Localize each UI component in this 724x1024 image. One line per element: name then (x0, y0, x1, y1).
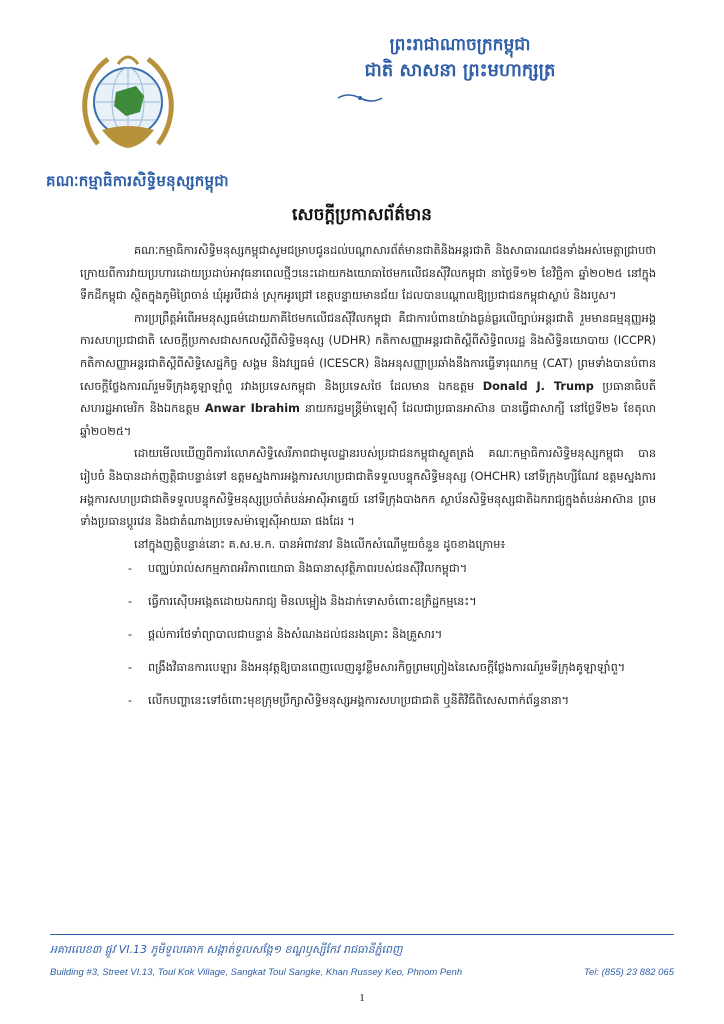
national-motto: ជាតិ សាសនា ព្រះមហាក្សត្រ (364, 60, 556, 81)
bullet-marker: - (128, 562, 133, 576)
bullet-marker: - (128, 628, 133, 642)
paragraph-2-text-a: ការប្រព្រឹត្តអំពើអមនុស្សធម៌ដោយភាគីថៃមកលើជនស៊ីវិលកម្ពុជា គឺជាការបំពានយ៉ាងធ្ងន់ធ្ងរលើច្បាប់អន្តរជាតិ រួមមានធម្មនុញ្ញអង្គការសហប្រជាជាតិ សេចក្តីប្រកាសជាសកលស្តីពីសិទ្ធិមនុស្ស (UDHR) កតិកាសញ្ញាអន្តរជាតិស្តីពីសិទ្ធិពលរដ្ឋ និងសិទ្ធិនយោបាយ (ICCPR) កតិកាសញ្ញាអន្តរជាតិស្តីពីសិទ្ធិសេដ្ឋកិច្ច សង្គម និងវប្បធម៌ (ICESCR) និងអនុសញ្ញាប្រឆាំងនឹងការធ្វើទារុណកម្ម (CAT) ព្រមទាំងបានបំពានសេចក្តីថ្លែងការណ៍រួមទីក្រុងគូឡាឡាំពួ រវាងប្រទេសកម្ពុជា និងប្រទេសថៃ ដែលមាន ឯកឧត្តម (80, 311, 656, 393)
list-item (80, 690, 656, 712)
list-item (80, 591, 656, 613)
list-item-text: ពង្រឹងវិធានការបេឡារ និងអនុវត្តឱ្យបានពេញលេញនូវខ្លឹមសារកិច្ចព្រមព្រៀងនៃសេចក្តីថ្លែងការណ៍រួមទីក្រុងគូឡាឡាំពួ។ (148, 661, 626, 675)
footer-telephone: Tel: (855) 23 882 065 (584, 967, 674, 978)
person-name-anwar: Anwar Ibrahim (204, 402, 300, 416)
kingdom-name: ព្រះរាជាណាចក្រកម្ពុជា (389, 35, 531, 55)
paragraph-1: គណៈកម្មាធិការសិទ្ធិមនុស្សកម្ពុជាសូមជម្រាបជូនដល់បណ្តាសារព័ត៌មានជាតិនិងអន្តរជាតិ និងសាធារណជនទាំងអស់មេត្តាជ្រាបថា ក្រោយពីការវាយប្រហារដោយប្រដាប់អាវុធនាពេលថ្មីៗនេះដោយកងយោធាថៃមកលើជនស៊ីវិលកម្ពុជា នាថ្ងៃទី១២ ខែវិច្ឆិកា ឆ្នាំ២០២៥ នៅក្នុងទឹកដីកម្ពុជា ស្ថិតក្នុងភូមិព្រៃចាន់ ឃុំអូរបីជាន់ ស្រុកអូរជ្រៅ ខេត្តបន្ទាយមានជ័យ ដែលបានបណ្តាលឱ្យប្រជាជនកម្ពុជាស្លាប់ និងរបួស។ (80, 244, 656, 303)
footer-address-english: Building #3, Street VI.13, Toul Kok Village, Sangkat Toul Sangke, Khan Russey Keo, Phnom Penh (50, 967, 463, 978)
demands-list (80, 558, 656, 712)
list-item (80, 558, 656, 580)
page-number: 1 (359, 992, 365, 1004)
paragraph-4: នៅក្នុងញត្តិបន្ទាន់នោះ គ.ស.ម.ក. បានអំពាវនាវ និងលើកសំណើមួយចំនួន ដូចខាងក្រោម៖ (134, 537, 506, 551)
press-release-body (80, 240, 656, 723)
list-item-text: បញ្ឈប់រាល់សកម្មភាពអរិភាពយោធា និងធានាសុវត្ថិភាពរបស់ជនស៊ីវិលកម្ពុជា។ (148, 562, 468, 576)
organization-logo (78, 44, 178, 164)
list-item-text: ធ្វើការស៊ើបអង្កេតដោយឯករាជ្យ មិនលម្អៀង និងដាក់ទោសចំពោះឧក្រិដ្ឋកម្មនេះ។ (148, 595, 477, 609)
paragraph-2-text-c: នាយករដ្ឋមន្ត្រីម៉ាឡេស៊ី ដែលជាប្រធានអាស៊ាន បានធ្វើជាសាក្សី នៅថ្ងៃទី២៦ ខែតុលា ឆ្នាំ២០២៥។ (80, 402, 657, 438)
decorative-divider-icon (336, 92, 384, 104)
paragraph-3: ដោយមើលឃើញពីការរំលោភសិទ្ធិសេរីភាពជាមូលដ្ឋានរបស់ប្រជាជនកម្ពុជាស្លូតត្រង់ គណៈកម្មាធិការសិទ្ធិមនុស្សកម្ពុជា បានរៀបចំ និងបានដាក់ញត្តិជាបន្ទាន់ទៅ ឧត្តមស្នងការអង្គការសហប្រជាជាតិទទួលបន្ទុកសិទ្ធិមនុស្ស (OHCHR) នៅទីក្រុងហ្សឺណែវ ឧត្តមស្នងការអង្គការសហប្រជាជាតិទទួលបន្ទុកសិទ្ធិមនុស្សប្រចាំតំបន់អាស៊ីអាគ្នេយ៍ នៅទីក្រុងបាងកក ស្ថាប័នសិទ្ធិមនុស្សជាតិឯករាជ្យក្នុងតំបន់អាស៊ាន ព្រមទាំងប្រធានប្តូរវេន និងជាតំណាងប្រទេសម៉ាឡេស៊ីអាយឆា ផងដែរ ។ (80, 447, 656, 529)
person-name-trump: Donald J. Trump (482, 379, 594, 393)
list-item-text: ផ្តល់ការថែទាំព្យាបាលជាបន្ទាន់ និងសំណងដល់ជនរងគ្រោះ និងគ្រួសារ។ (148, 628, 443, 642)
list-item (80, 657, 656, 679)
list-item (80, 624, 656, 646)
bullet-marker: - (128, 661, 133, 675)
press-release-title: សេចក្តីប្រកាសព័ត៌មាន (292, 205, 432, 225)
footer-divider (50, 934, 674, 935)
footer-address-khmer: អគារលេខ៣ ផ្លូវ VI.13 ភូមិទួលគោក សង្កាត់ទួលសង្កែ១ ខណ្ឌឫស្សីកែវ រាជធានីភ្នំពេញ (50, 943, 403, 956)
paragraph-2 (80, 308, 656, 444)
bullet-marker: - (128, 694, 133, 708)
paragraph-2-text-b: ប្រធានាធិបតីសហរដ្ឋអាមេរិក និងឯកឧត្តម (80, 379, 656, 416)
bullet-marker: - (128, 595, 133, 609)
organization-name: គណៈកម្មាធិការសិទ្ធិមនុស្សកម្ពុជា (46, 172, 229, 190)
kingdom-header (230, 32, 690, 84)
list-item-text: លើកបញ្ហានេះទៅចំពោះមុខក្រុមប្រឹក្សាសិទ្ធិមនុស្សអង្គការសហប្រជាជាតិ ឬនីតិវិធីពិសេសពាក់ព័ន្ធនានា។ (148, 694, 570, 708)
